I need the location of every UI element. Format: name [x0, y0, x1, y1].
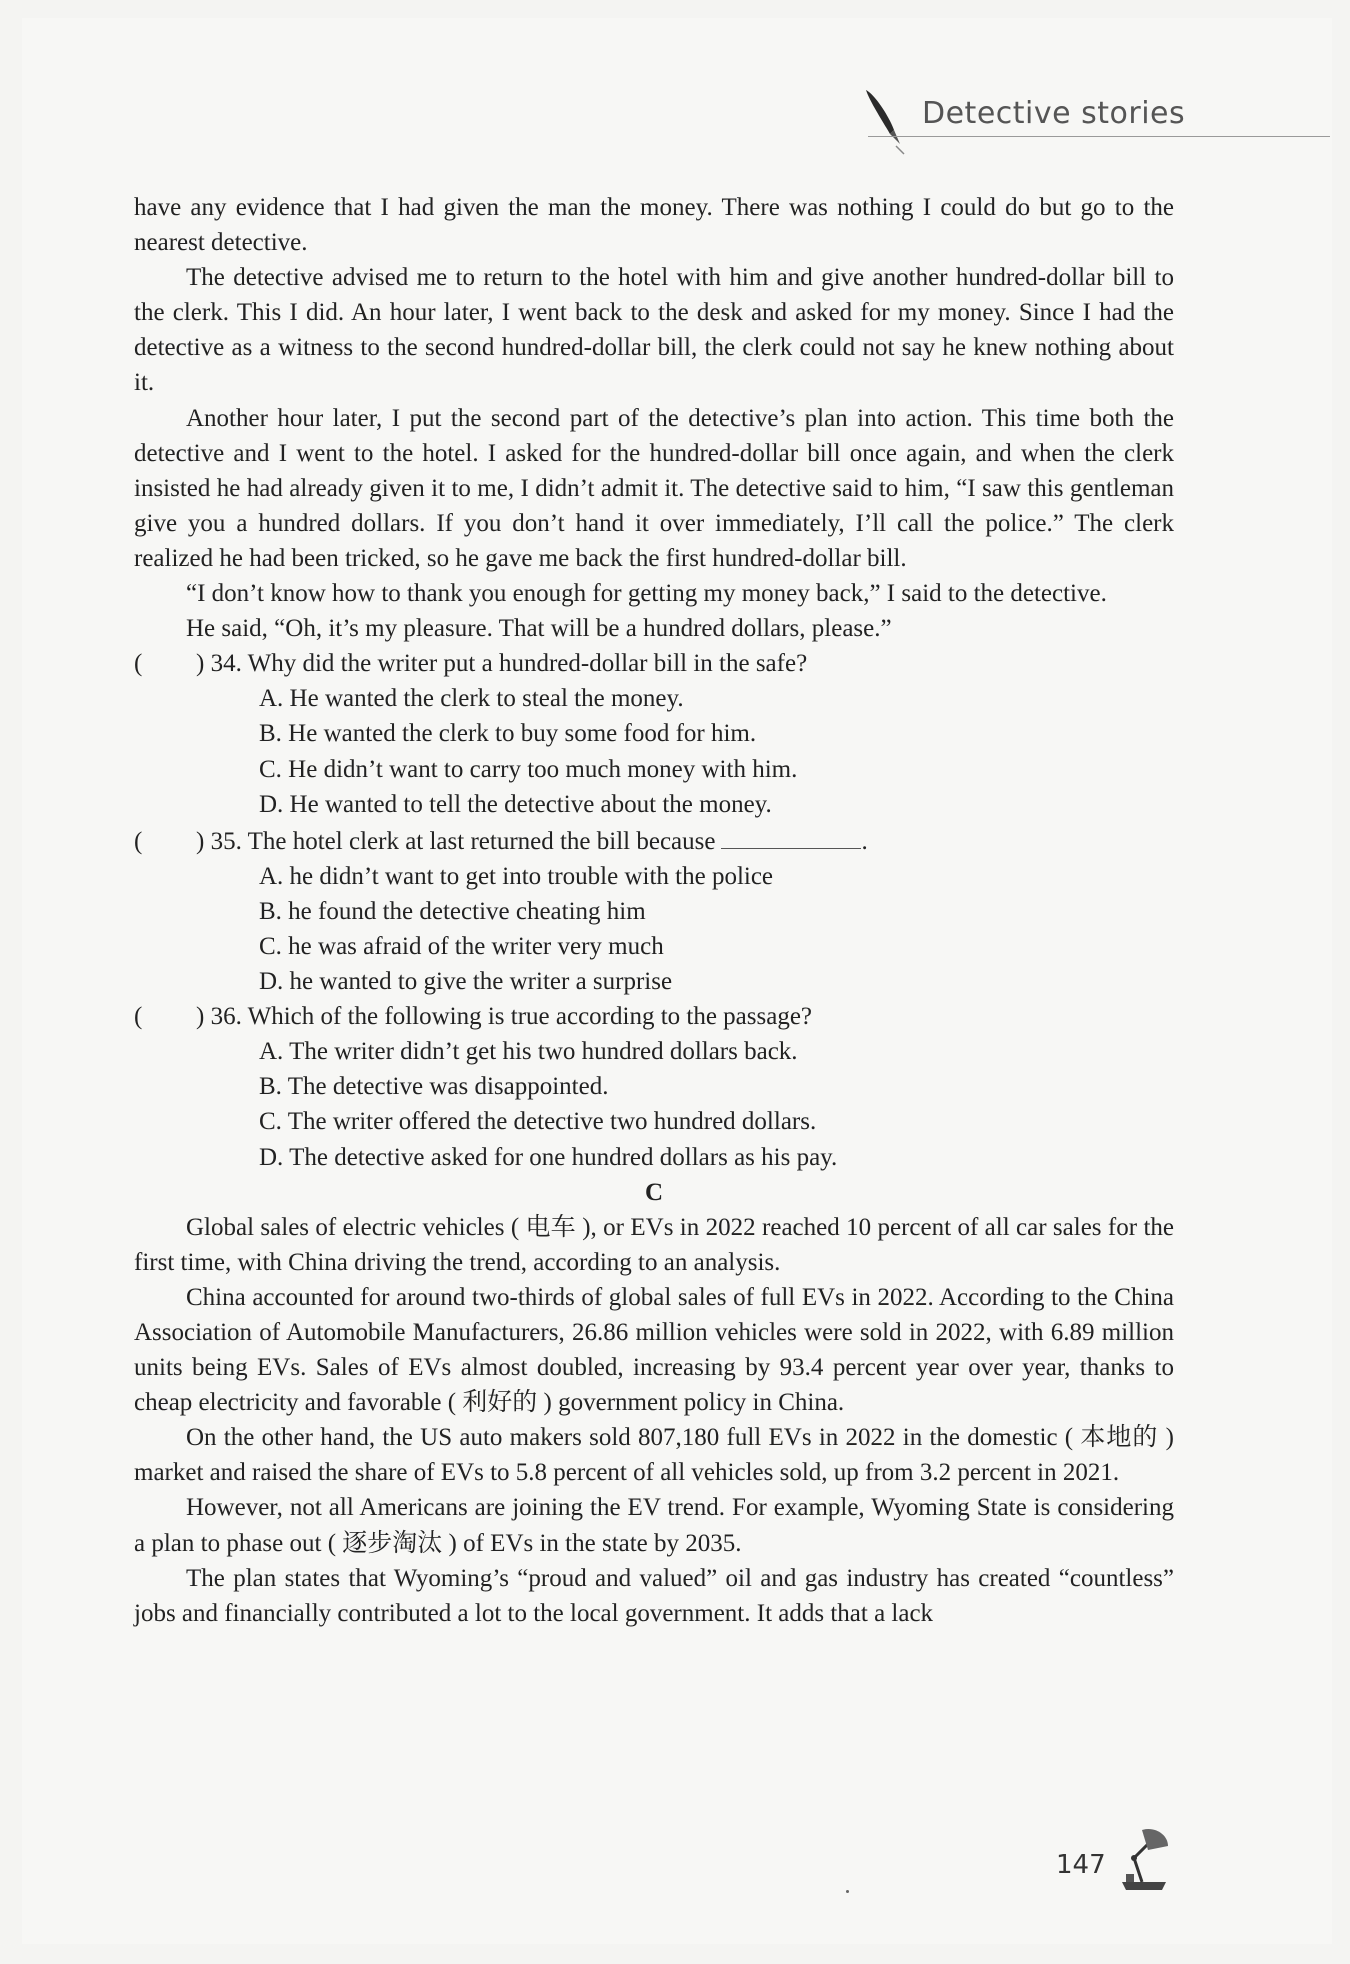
- option-c: C. The writer offered the detective two hundred dollars.: [259, 1108, 817, 1136]
- option-d: D. he wanted to give the writer a surprise: [259, 968, 673, 996]
- option-c: C. He didn’t want to carry too much money with him.: [259, 755, 798, 783]
- question-34: [134, 646, 1174, 821]
- page-footer: [1056, 1840, 1186, 1900]
- passage-paragraph: However, not all Americans are joining the EV trend. For example, Wyoming State is considering a plan to phase out ( 逐步淘汰 ) of EVs in the state by 2035.: [134, 1494, 1174, 1557]
- question-36: [134, 999, 1174, 1174]
- passage-paragraph: “I don’t know how to thank you enough for getting my money back,” I said to the detective.: [186, 580, 1107, 608]
- option-a: A. he didn’t want to get into trouble with the police: [259, 862, 774, 890]
- option-d: D. He wanted to tell the detective about the money.: [259, 790, 772, 818]
- option-b: B. He wanted the clerk to buy some food for him.: [259, 720, 757, 748]
- option-a: A. The writer didn’t get his two hundred dollars back.: [259, 1038, 798, 1066]
- passage-paragraph: Global sales of electric vehicles ( 电车 ), or EVs in 2022 reached 10 percent of all car sales for the first time, with China driving the trend, according to an analysis.: [134, 1213, 1174, 1276]
- print-speck: [846, 1890, 849, 1893]
- question-stem: ) 35. The hotel clerk at last returned the bill because: [196, 827, 716, 855]
- page-header: [860, 92, 1330, 152]
- option-d: D. The detective asked for one hundred dollars as his pay.: [259, 1143, 838, 1171]
- option-b: B. he found the detective cheating him: [259, 897, 646, 925]
- option-c: C. he was afraid of the writer very much: [259, 932, 664, 960]
- page-title: Detective stories: [922, 96, 1186, 131]
- answer-paren[interactable]: (: [134, 1003, 143, 1031]
- fill-blank[interactable]: [721, 822, 861, 849]
- passage-paragraph: The plan states that Wyoming’s “proud and valued” oil and gas industry has created “countless” jobs and financially contributed a lot to the local government. It adds that a lack: [134, 1564, 1174, 1627]
- question-35: [134, 822, 1174, 999]
- answer-paren[interactable]: (: [134, 650, 143, 678]
- option-b: B. The detective was disappointed.: [259, 1073, 609, 1101]
- question-stem: ) 34. Why did the writer put a hundred-dollar bill in the safe?: [196, 650, 808, 678]
- page-number: 147: [1056, 1850, 1106, 1880]
- answer-paren[interactable]: (: [134, 827, 143, 855]
- passage-paragraph: He said, “Oh, it’s my pleasure. That will be a hundred dollars, please.”: [186, 615, 892, 643]
- header-rule: [868, 136, 1330, 137]
- passage-paragraph: Another hour later, I put the second part of the detective’s plan into action. This time both the detective and I went to the hotel. I asked for the hundred-dollar bill once again, and when the clerk insisted he had already given it to me, I didn’t admit it. The detective said to him, “I saw this gentleman give you a hundred dollars. If you don’t hand it over immediately, I’ll call the police.” The clerk realized he had been tricked, so he gave me back the first hundred-dollar bill.: [134, 404, 1174, 572]
- desk-lamp-icon: [1112, 1824, 1176, 1894]
- pen-icon: [860, 86, 910, 156]
- question-stem: ) 36. Which of the following is true according to the passage?: [196, 1003, 813, 1031]
- passage-paragraph: have any evidence that I had given the man the money. There was nothing I could do but go to the nearest detective.: [134, 194, 1174, 257]
- question-stem-end: .: [861, 827, 868, 855]
- passage-paragraph: On the other hand, the US auto makers sold 807,180 full EVs in 2022 in the domestic ( 本地的 ) market and raised the share of EVs to 5.8 percent of all vehicles sold, up from 3.2 percent in 2021.: [134, 1424, 1174, 1487]
- passage-paragraph: The detective advised me to return to the hotel with him and give another hundred-dollar bill to the clerk. This I did. An hour later, I went back to the desk and asked for my money. Since I had the detective as a witness to the second hundred-dollar bill, the clerk could not say he knew nothing about it.: [134, 264, 1174, 397]
- section-heading: C: [644, 1178, 664, 1206]
- option-a: A. He wanted the clerk to steal the money.: [259, 685, 684, 713]
- passage-paragraph: China accounted for around two-thirds of global sales of full EVs in 2022. According to the China Association of Automobile Manufacturers, 26.86 million vehicles were sold in 2022, with 6.89 million units being EVs. Sales of EVs almost doubled, increasing by 93.4 percent year over year, thanks to cheap electricity and favorable ( 利好的 ) government policy in China.: [134, 1283, 1174, 1417]
- page-content: [134, 190, 1174, 1631]
